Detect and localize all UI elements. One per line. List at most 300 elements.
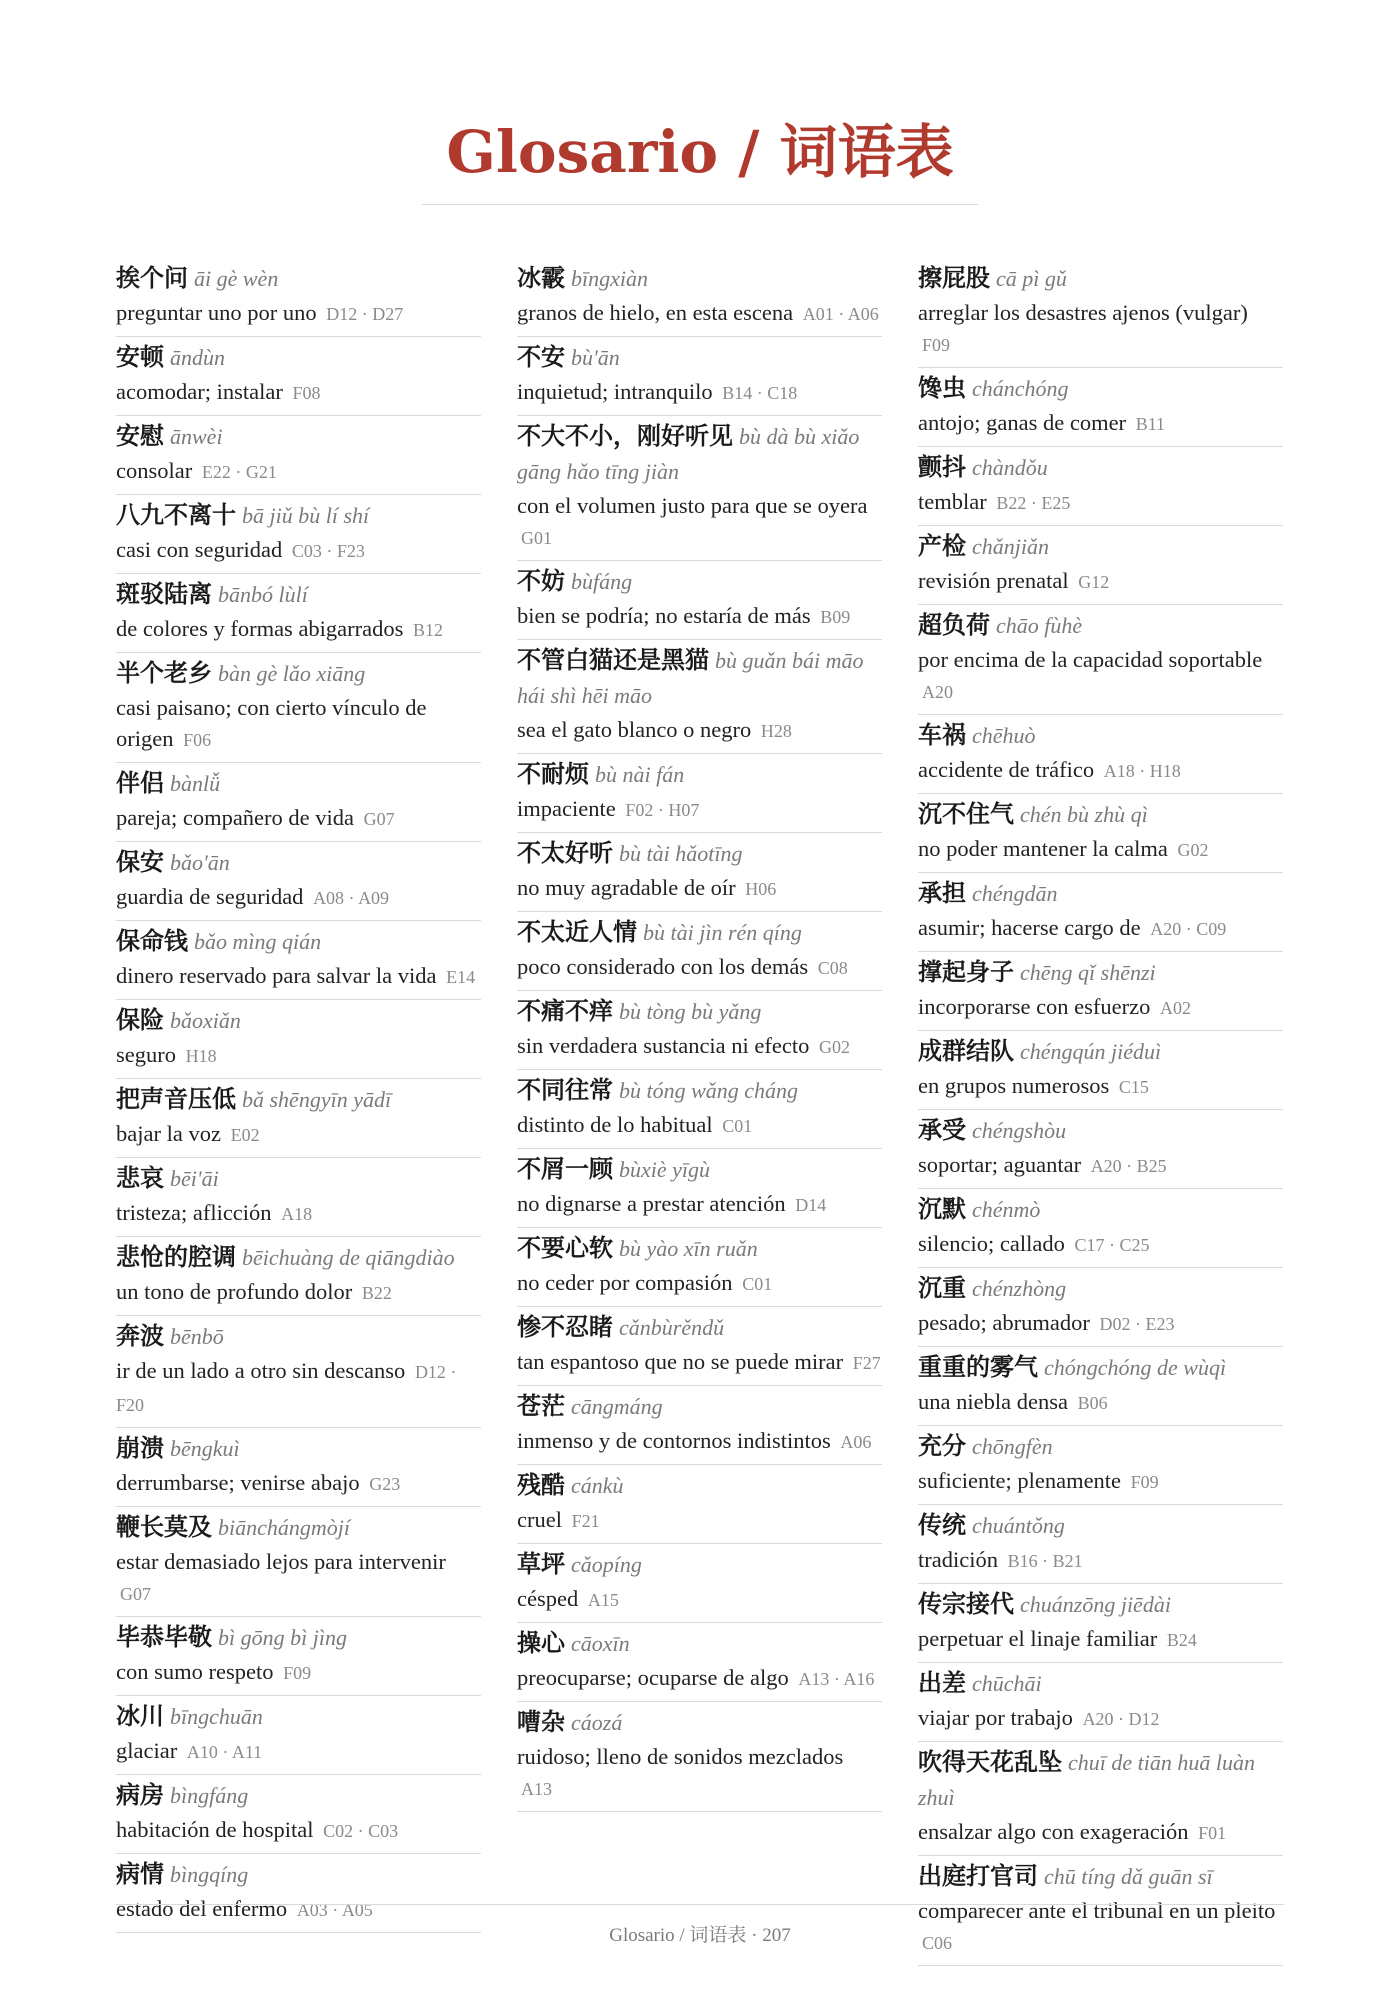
entry-pinyin: chāo fùhè bbox=[996, 613, 1083, 638]
entry-references: C01 bbox=[722, 1116, 753, 1136]
entry-pinyin: āndùn bbox=[170, 345, 225, 370]
glossary-entry bbox=[517, 1149, 882, 1228]
entry-definition-line bbox=[116, 1814, 481, 1847]
entry-definition: de colores y formas abigarrados bbox=[116, 616, 404, 641]
entry-hanzi: 撑起身子 bbox=[918, 958, 1014, 986]
title-divider bbox=[422, 204, 978, 205]
entry-definition-line bbox=[517, 1346, 882, 1379]
entry-references: G01 bbox=[521, 528, 552, 548]
entry-pinyin: chéngdān bbox=[972, 881, 1058, 906]
glossary-entry bbox=[116, 653, 481, 763]
glossary-entry bbox=[918, 1856, 1283, 1966]
entry-headword bbox=[116, 1620, 481, 1656]
entry-pinyin: chéngshòu bbox=[972, 1118, 1067, 1143]
glossary-entry bbox=[116, 921, 481, 1000]
entry-definition: comparecer ante el tribunal en un pleito bbox=[918, 1898, 1276, 1923]
entry-pinyin: bù tài jìn rén qíng bbox=[643, 920, 802, 945]
glossary-entry bbox=[116, 1316, 481, 1428]
entry-definition: arreglar los desastres ajenos (vulgar) bbox=[918, 300, 1248, 325]
entry-definition: tristeza; aflicción bbox=[116, 1200, 272, 1225]
entry-references: G02 bbox=[1177, 840, 1209, 860]
entry-references: E02 bbox=[230, 1125, 260, 1145]
entry-definition-line bbox=[116, 1276, 481, 1309]
entry-definition: cruel bbox=[517, 1507, 562, 1532]
glossary-entry bbox=[918, 605, 1283, 715]
entry-pinyin: chūchāi bbox=[972, 1671, 1042, 1696]
entry-pinyin: cáozá bbox=[571, 1710, 623, 1735]
entry-references: C02 · C03 bbox=[323, 1821, 399, 1841]
entry-definition-line bbox=[116, 1355, 481, 1421]
entry-references: F09 bbox=[283, 1663, 312, 1683]
glossary-entry bbox=[918, 1347, 1283, 1426]
entry-definition-line bbox=[918, 297, 1283, 361]
entry-headword bbox=[116, 766, 481, 802]
entry-definition: revisión prenatal bbox=[918, 568, 1069, 593]
entry-headword bbox=[517, 1152, 882, 1188]
entry-hanzi: 伴侣 bbox=[116, 769, 164, 797]
footer-divider bbox=[116, 1904, 1284, 1905]
entry-definition-line bbox=[918, 754, 1283, 787]
entry-headword bbox=[116, 1431, 481, 1467]
glossary-entry bbox=[918, 258, 1283, 368]
entry-headword bbox=[918, 1350, 1283, 1386]
entry-definition-line bbox=[116, 613, 481, 646]
entry-references: F08 bbox=[292, 383, 321, 403]
entry-headword bbox=[918, 1271, 1283, 1307]
entry-pinyin: bǎ shēngyīn yādī bbox=[242, 1087, 392, 1112]
entry-headword bbox=[918, 371, 1283, 407]
entry-headword bbox=[116, 1778, 481, 1814]
entry-definition: preguntar uno por uno bbox=[116, 300, 317, 325]
entry-definition-line bbox=[517, 1583, 882, 1616]
entry-definition: poco considerado con los demás bbox=[517, 954, 809, 979]
glossary-entry bbox=[116, 1696, 481, 1775]
entry-definition-line bbox=[918, 833, 1283, 866]
entry-hanzi: 冰川 bbox=[116, 1702, 164, 1730]
glossary-entry bbox=[517, 1070, 882, 1149]
entry-references: B22 · E25 bbox=[996, 493, 1071, 513]
entry-pinyin: bànlǚ bbox=[170, 771, 221, 796]
entry-references: B12 bbox=[413, 620, 444, 640]
entry-definition-line bbox=[116, 960, 481, 993]
entry-references: F21 bbox=[571, 1511, 600, 1531]
entry-references: F09 bbox=[922, 335, 951, 355]
entry-definition: glaciar bbox=[116, 1738, 178, 1763]
entry-definition-line bbox=[517, 1109, 882, 1142]
glossary-entry bbox=[918, 952, 1283, 1031]
glossary-entry bbox=[517, 640, 882, 754]
glossary-entry bbox=[517, 337, 882, 416]
entry-definition: suficiente; plenamente bbox=[918, 1468, 1122, 1493]
entry-definition: habitación de hospital bbox=[116, 1817, 314, 1842]
entry-definition: inquietud; intranquilo bbox=[517, 379, 713, 404]
entry-headword bbox=[517, 1231, 882, 1267]
entry-references: A15 bbox=[587, 1590, 619, 1610]
entry-hanzi: 残酷 bbox=[517, 1471, 565, 1499]
entry-definition-line bbox=[918, 407, 1283, 440]
entry-hanzi: 保命钱 bbox=[116, 927, 188, 955]
entry-definition: una niebla densa bbox=[918, 1389, 1068, 1414]
entry-headword bbox=[517, 1547, 882, 1583]
glossary-entry bbox=[517, 1702, 882, 1812]
entry-hanzi: 重重的雾气 bbox=[918, 1353, 1038, 1381]
entry-hanzi: 传宗接代 bbox=[918, 1590, 1014, 1618]
glossary-entry bbox=[918, 1031, 1283, 1110]
entry-references: H18 bbox=[185, 1046, 217, 1066]
entry-pinyin: bēngkuì bbox=[170, 1436, 240, 1461]
entry-definition-line bbox=[918, 1544, 1283, 1577]
entry-references: A18 bbox=[281, 1204, 313, 1224]
entry-headword bbox=[116, 1003, 481, 1039]
entry-pinyin: bùxiè yīgù bbox=[619, 1157, 711, 1182]
glossary-entry bbox=[517, 1544, 882, 1623]
entry-pinyin: chū tíng dǎ guān sī bbox=[1044, 1864, 1213, 1889]
glossary-entry bbox=[918, 873, 1283, 952]
glossary-entry bbox=[918, 794, 1283, 873]
entry-definition: derrumbarse; venirse abajo bbox=[116, 1470, 360, 1495]
entry-pinyin: bù yào xīn ruǎn bbox=[619, 1236, 758, 1261]
entry-references: C08 bbox=[817, 958, 848, 978]
entry-headword bbox=[918, 450, 1283, 486]
glossary-entry bbox=[116, 337, 481, 416]
entry-pinyin: chénmò bbox=[972, 1197, 1041, 1222]
entry-definition: antojo; ganas de comer bbox=[918, 410, 1127, 435]
entry-definition: temblar bbox=[918, 489, 987, 514]
entry-pinyin: cā pì gǔ bbox=[996, 266, 1067, 291]
entry-headword bbox=[517, 340, 882, 376]
entry-definition-line bbox=[918, 1307, 1283, 1340]
entry-references: A20 · C09 bbox=[1150, 919, 1227, 939]
glossary-columns bbox=[116, 258, 1284, 1966]
entry-hanzi: 保险 bbox=[116, 1006, 164, 1034]
entry-hanzi: 安顿 bbox=[116, 343, 164, 371]
entry-references: B06 bbox=[1077, 1393, 1108, 1413]
entry-definition-line bbox=[918, 1386, 1283, 1419]
entry-definition: impaciente bbox=[517, 796, 616, 821]
entry-definition: estado del enfermo bbox=[116, 1896, 288, 1921]
entry-pinyin: chuánzōng jiēdài bbox=[1020, 1592, 1171, 1617]
entry-definition: casi paisano; con cierto vínculo de origen bbox=[116, 695, 427, 751]
entry-pinyin: chénzhòng bbox=[972, 1276, 1067, 1301]
entry-definition: perpetuar el linaje familiar bbox=[918, 1626, 1158, 1651]
entry-hanzi: 苍茫 bbox=[517, 1392, 565, 1420]
entry-pinyin: bā jiǔ bù lí shí bbox=[242, 503, 370, 528]
entry-pinyin: ānwèi bbox=[170, 424, 223, 449]
entry-headword bbox=[116, 419, 481, 455]
entry-definition: tradición bbox=[918, 1547, 998, 1572]
entry-references: A08 · A09 bbox=[313, 888, 390, 908]
entry-definition-line bbox=[116, 297, 481, 330]
entry-definition: inmenso y de contornos indistintos bbox=[517, 1428, 831, 1453]
entry-references: B14 · C18 bbox=[722, 383, 798, 403]
entry-headword bbox=[116, 1319, 481, 1355]
entry-hanzi: 崩溃 bbox=[116, 1434, 164, 1462]
entry-definition: distinto de lo habitual bbox=[517, 1112, 713, 1137]
entry-pinyin: bàn gè lǎo xiāng bbox=[218, 661, 366, 686]
entry-definition-line bbox=[517, 714, 882, 747]
entry-hanzi: 保安 bbox=[116, 848, 164, 876]
entry-references: F01 bbox=[1198, 1823, 1227, 1843]
glossary-entry bbox=[918, 447, 1283, 526]
glossary-entry bbox=[517, 833, 882, 912]
entry-references: B16 · B21 bbox=[1007, 1551, 1083, 1571]
entry-headword bbox=[918, 955, 1283, 991]
entry-hanzi: 斑驳陆离 bbox=[116, 580, 212, 608]
entry-hanzi: 不安 bbox=[517, 343, 565, 371]
entry-definition-line bbox=[116, 1735, 481, 1768]
glossary-entry bbox=[918, 1742, 1283, 1856]
entry-definition-line bbox=[517, 376, 882, 409]
entry-headword bbox=[116, 340, 481, 376]
entry-references: A20 · B25 bbox=[1090, 1156, 1167, 1176]
entry-headword bbox=[918, 608, 1283, 644]
entry-hanzi: 不屑一顾 bbox=[517, 1155, 613, 1183]
glossary-entry bbox=[116, 1079, 481, 1158]
entry-definition: un tono de profundo dolor bbox=[116, 1279, 353, 1304]
entry-hanzi: 草坪 bbox=[517, 1550, 565, 1578]
entry-references: E22 · G21 bbox=[201, 462, 277, 482]
page-footer: Glosario / 词语表 · 207 bbox=[609, 1925, 791, 1946]
glossary-entry bbox=[918, 1505, 1283, 1584]
entry-pinyin: bēi'āi bbox=[170, 1166, 219, 1191]
entry-definition-line bbox=[517, 1741, 882, 1805]
entry-pinyin: āi gè wèn bbox=[194, 266, 279, 291]
entry-pinyin: bù guǎn bái māo hái shì hēi māo bbox=[517, 648, 864, 708]
entry-headword bbox=[116, 1699, 481, 1735]
entry-hanzi: 出差 bbox=[918, 1669, 966, 1697]
glossary-entry bbox=[116, 1158, 481, 1237]
entry-hanzi: 不大不小，刚好听见 bbox=[517, 422, 733, 450]
entry-pinyin: cāngmáng bbox=[571, 1394, 663, 1419]
entry-headword bbox=[517, 1389, 882, 1425]
glossary-column-3 bbox=[918, 258, 1283, 1966]
entry-references: A18 · H18 bbox=[1103, 761, 1181, 781]
entry-references: A10 · A11 bbox=[186, 1742, 263, 1762]
entry-hanzi: 沉默 bbox=[918, 1195, 966, 1223]
entry-headword bbox=[116, 1082, 481, 1118]
entry-hanzi: 吹得天花乱坠 bbox=[918, 1748, 1062, 1776]
entry-hanzi: 成群结队 bbox=[918, 1037, 1014, 1065]
entry-headword bbox=[918, 261, 1283, 297]
entry-hanzi: 操心 bbox=[517, 1629, 565, 1657]
entry-headword bbox=[517, 915, 882, 951]
entry-pinyin: chǎnjiǎn bbox=[972, 534, 1049, 559]
entry-definition: guardia de seguridad bbox=[116, 884, 304, 909]
glossary-entry bbox=[116, 1617, 481, 1696]
entry-headword bbox=[517, 643, 882, 714]
entry-headword bbox=[517, 994, 882, 1030]
entry-hanzi: 安慰 bbox=[116, 422, 164, 450]
entry-hanzi: 不管白猫还是黑猫 bbox=[517, 646, 709, 674]
entry-definition: casi con seguridad bbox=[116, 537, 283, 562]
entry-references: C15 bbox=[1118, 1077, 1149, 1097]
entry-definition-line bbox=[918, 565, 1283, 598]
glossary-entry bbox=[918, 1110, 1283, 1189]
entry-definition-line bbox=[116, 881, 481, 914]
entry-definition-line bbox=[918, 486, 1283, 519]
entry-pinyin: bānbó lùlí bbox=[218, 582, 308, 607]
entry-hanzi: 产检 bbox=[918, 532, 966, 560]
glossary-entry bbox=[116, 1237, 481, 1316]
entry-definition-line bbox=[918, 991, 1283, 1024]
glossary-entry bbox=[116, 495, 481, 574]
glossary-entry bbox=[918, 368, 1283, 447]
entry-definition: pesado; abrumador bbox=[918, 1310, 1090, 1335]
entry-headword bbox=[517, 261, 882, 297]
glossary-entry bbox=[918, 1189, 1283, 1268]
entry-pinyin: bìngqíng bbox=[170, 1862, 249, 1887]
entry-pinyin: chōngfèn bbox=[972, 1434, 1053, 1459]
entry-definition: ensalzar algo con exageración bbox=[918, 1819, 1189, 1844]
entry-hanzi: 承担 bbox=[918, 879, 966, 907]
entry-definition: soportar; aguantar bbox=[918, 1152, 1082, 1177]
entry-hanzi: 超负荷 bbox=[918, 611, 990, 639]
glossary-entry bbox=[517, 258, 882, 337]
entry-hanzi: 惨不忍睹 bbox=[517, 1313, 613, 1341]
entry-headword bbox=[918, 1113, 1283, 1149]
entry-pinyin: chén bù zhù qì bbox=[1020, 802, 1148, 827]
entry-hanzi: 车祸 bbox=[918, 721, 966, 749]
entry-definition: viajar por trabajo bbox=[918, 1705, 1073, 1730]
entry-definition-line bbox=[517, 1425, 882, 1458]
entry-definition: accidente de tráfico bbox=[918, 757, 1095, 782]
entry-headword bbox=[116, 656, 481, 692]
entry-definition-line bbox=[517, 600, 882, 633]
entry-headword bbox=[517, 1310, 882, 1346]
entry-pinyin: biānchángmòjí bbox=[218, 1515, 350, 1540]
entry-headword bbox=[116, 577, 481, 613]
entry-hanzi: 嘈杂 bbox=[517, 1708, 565, 1736]
entry-headword bbox=[918, 1666, 1283, 1702]
entry-definition: sea el gato blanco o negro bbox=[517, 717, 752, 742]
entry-headword bbox=[918, 876, 1283, 912]
entry-definition: acomodar; instalar bbox=[116, 379, 283, 404]
entry-headword bbox=[116, 845, 481, 881]
entry-references: D12 · D27 bbox=[326, 304, 404, 324]
entry-hanzi: 八九不离十 bbox=[116, 501, 236, 529]
entry-definition-line bbox=[918, 644, 1283, 708]
glossary-entry bbox=[517, 561, 882, 640]
page-title: Glosario / 词语表 bbox=[446, 118, 954, 186]
entry-hanzi: 承受 bbox=[918, 1116, 966, 1144]
entry-hanzi: 沉不住气 bbox=[918, 800, 1014, 828]
entry-pinyin: bēnbō bbox=[170, 1324, 224, 1349]
entry-definition-line bbox=[116, 455, 481, 488]
entry-hanzi: 病情 bbox=[116, 1860, 164, 1888]
entry-pinyin: cǎopíng bbox=[571, 1552, 642, 1577]
glossary-entry bbox=[116, 574, 481, 653]
entry-pinyin: chēhuò bbox=[972, 723, 1036, 748]
entry-hanzi: 不妨 bbox=[517, 567, 565, 595]
entry-hanzi: 不太好听 bbox=[517, 839, 613, 867]
entry-definition: estar demasiado lejos para intervenir bbox=[116, 1549, 446, 1574]
entry-references: D14 bbox=[795, 1195, 827, 1215]
entry-hanzi: 不耐烦 bbox=[517, 760, 589, 788]
entry-definition: ir de un lado a otro sin descanso bbox=[116, 1358, 406, 1383]
entry-hanzi: 馋虫 bbox=[918, 374, 966, 402]
entry-hanzi: 半个老乡 bbox=[116, 659, 212, 687]
entry-definition-line bbox=[116, 1656, 481, 1689]
entry-definition: incorporarse con esfuerzo bbox=[918, 994, 1151, 1019]
entry-references: A20 bbox=[922, 682, 953, 702]
glossary-entry bbox=[517, 416, 882, 561]
glossary-entry bbox=[116, 842, 481, 921]
entry-pinyin: chuī de tiān huā luàn zhuì bbox=[918, 1750, 1255, 1810]
entry-headword bbox=[116, 261, 481, 297]
entry-references: B11 bbox=[1135, 414, 1166, 434]
entry-definition: preocuparse; ocuparse de algo bbox=[517, 1665, 789, 1690]
entry-headword bbox=[918, 797, 1283, 833]
entry-hanzi: 不同往常 bbox=[517, 1076, 613, 1104]
entry-headword bbox=[918, 1745, 1283, 1816]
entry-definition-line bbox=[116, 802, 481, 835]
entry-hanzi: 传统 bbox=[918, 1511, 966, 1539]
entry-definition-line bbox=[918, 1816, 1283, 1849]
entry-definition: no ceder por compasión bbox=[517, 1270, 733, 1295]
entry-pinyin: chàndǒu bbox=[972, 455, 1048, 480]
entry-definition: césped bbox=[517, 1586, 579, 1611]
entry-definition-line bbox=[116, 1197, 481, 1230]
entry-pinyin: bǎo'ān bbox=[170, 850, 230, 875]
entry-references: B24 bbox=[1166, 1630, 1197, 1650]
entry-headword bbox=[918, 529, 1283, 565]
entry-hanzi: 奔波 bbox=[116, 1322, 164, 1350]
entry-references: G23 bbox=[369, 1474, 401, 1494]
entry-definition-line bbox=[918, 1228, 1283, 1261]
entry-references: G07 bbox=[363, 809, 395, 829]
entry-hanzi: 不痛不痒 bbox=[517, 997, 613, 1025]
entry-definition-line bbox=[918, 912, 1283, 945]
entry-hanzi: 把声音压低 bbox=[116, 1085, 236, 1113]
glossary-entry bbox=[116, 416, 481, 495]
entry-references: H06 bbox=[745, 879, 777, 899]
glossary-entry bbox=[517, 912, 882, 991]
entry-headword bbox=[517, 1073, 882, 1109]
entry-headword bbox=[517, 836, 882, 872]
entry-references: A06 bbox=[840, 1432, 872, 1452]
entry-pinyin: bì gōng bì jìng bbox=[218, 1625, 347, 1650]
entry-definition: seguro bbox=[116, 1042, 176, 1067]
entry-references: C03 · F23 bbox=[291, 541, 365, 561]
entry-definition-line bbox=[918, 1465, 1283, 1498]
entry-headword bbox=[918, 1192, 1283, 1228]
entry-definition-line bbox=[116, 692, 481, 756]
entry-definition: no dignarse a prestar atención bbox=[517, 1191, 786, 1216]
entry-definition: ruidoso; lleno de sonidos mezclados bbox=[517, 1744, 844, 1769]
entry-definition-line bbox=[918, 1070, 1283, 1103]
entry-references: F09 bbox=[1130, 1472, 1159, 1492]
entry-references: B22 bbox=[361, 1283, 392, 1303]
entry-headword bbox=[517, 1468, 882, 1504]
entry-references: G07 bbox=[120, 1584, 151, 1604]
entry-hanzi: 冰霰 bbox=[517, 264, 565, 292]
entry-hanzi: 悲怆的腔调 bbox=[116, 1243, 236, 1271]
entry-definition: consolar bbox=[116, 458, 193, 483]
glossary-entry bbox=[116, 1428, 481, 1507]
entry-definition-line bbox=[116, 534, 481, 567]
entry-pinyin: chēng qǐ shēnzi bbox=[1020, 960, 1156, 985]
glossary-entry bbox=[517, 1228, 882, 1307]
glossary-entry bbox=[517, 1623, 882, 1702]
entry-pinyin: bù dà bù xiǎo gāng hǎo tīng jiàn bbox=[517, 424, 860, 484]
entry-references: A20 · D12 bbox=[1082, 1709, 1160, 1729]
entry-references: F27 bbox=[852, 1353, 881, 1373]
glossary-entry bbox=[918, 1584, 1283, 1663]
entry-pinyin: bùfáng bbox=[571, 569, 633, 594]
glossary-entry bbox=[918, 526, 1283, 605]
entry-definition: bien se podría; no estaría de más bbox=[517, 603, 811, 628]
entry-hanzi: 悲哀 bbox=[116, 1164, 164, 1192]
